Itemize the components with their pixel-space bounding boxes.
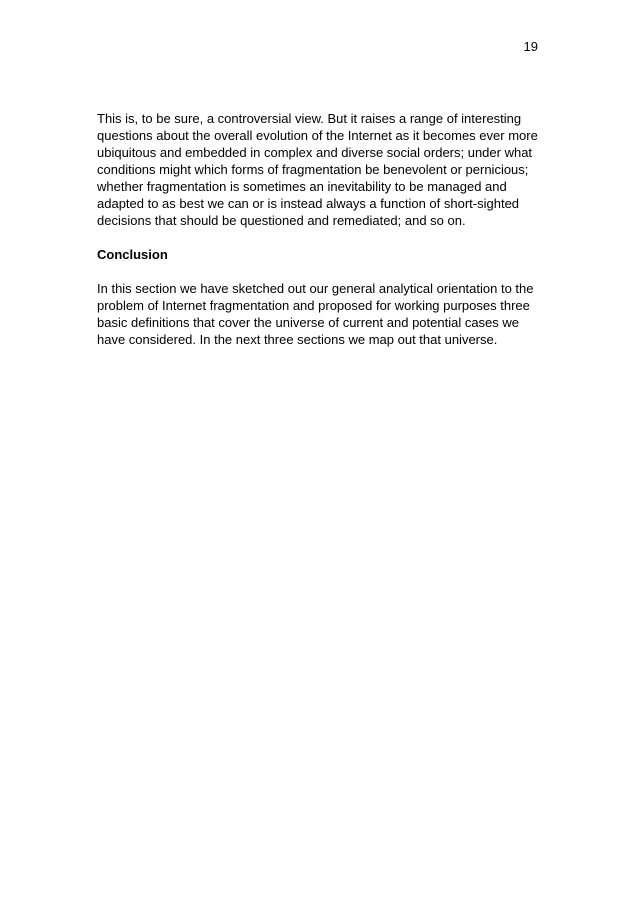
section-heading: Conclusion (97, 247, 168, 262)
page-number: 19 (523, 39, 538, 54)
page-body (97, 110, 542, 348)
body-paragraph: This is, to be sure, a controversial view. But it raises a range of interesting questions about the overall evolution of the Internet as it becomes ever more ubiquitous and embedded in complex and diverse social orders; under what conditions might which forms of fragmentation be benevolent or pernicious; whether fragmentation is sometimes an inevitability to be managed and adapted to as best we can or is instead always a function of short-sighted decisions that should be questioned and remediated; and so on. (97, 111, 538, 228)
conclusion-paragraph: In this section we have sketched out our general analytical orientation to the problem of Internet fragmentation and proposed for working purposes three basic definitions that cover the universe of current and potential cases we have considered. In the next three sections we map out that universe. (97, 281, 534, 347)
